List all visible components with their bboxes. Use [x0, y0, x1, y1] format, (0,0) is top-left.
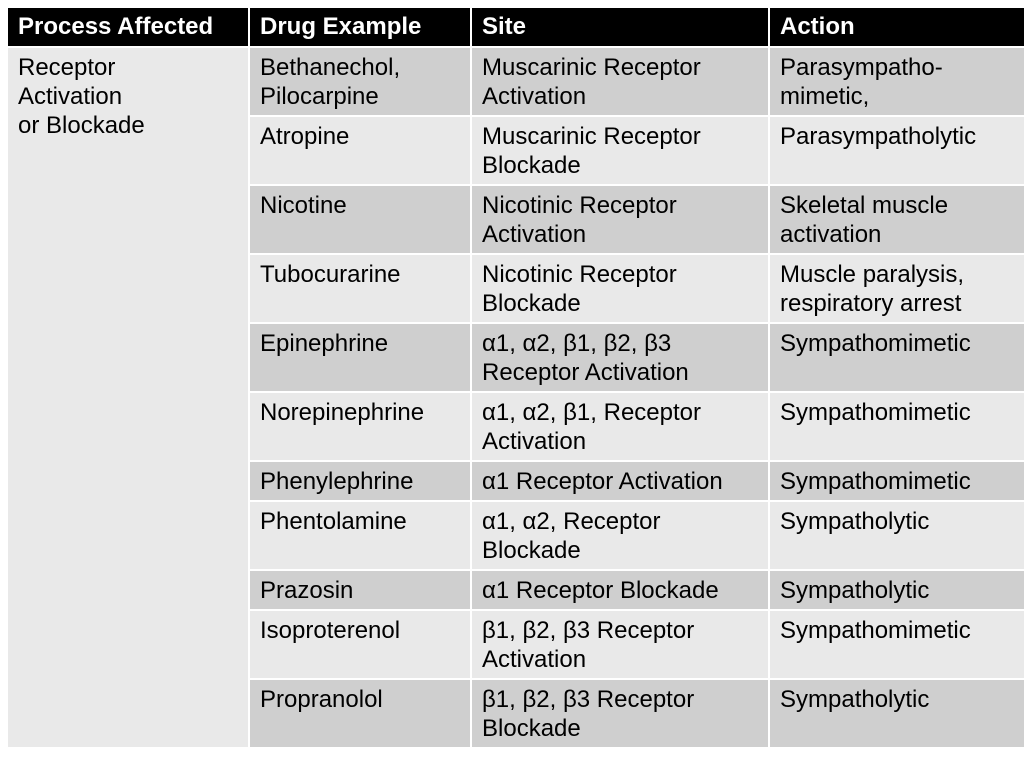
action-cell	[769, 610, 1024, 679]
site-cell	[471, 392, 769, 461]
site-cell	[471, 679, 769, 748]
site-cell	[471, 254, 769, 323]
action-text: Sympathomimetic	[780, 617, 971, 644]
header-row	[8, 8, 1024, 47]
drug-name: Propranolol	[260, 686, 383, 713]
site-cell	[471, 185, 769, 254]
site-text: α1 Receptor Activation	[482, 468, 723, 495]
drug-name: Phenylephrine	[260, 468, 414, 495]
action-cell	[769, 392, 1024, 461]
site-text: α1 Receptor Blockade	[482, 577, 719, 604]
action-text: Sympatholytic	[780, 577, 930, 604]
drug-receptor-table	[8, 8, 1024, 749]
site-text: Muscarinic Receptor Blockade	[482, 123, 701, 179]
process-affected-cell: Receptor Activation or Blockade	[8, 47, 249, 748]
action-cell	[769, 47, 1024, 116]
drug-name: Tubocurarine	[260, 261, 401, 288]
site-text: Nicotinic Receptor Activation	[482, 192, 677, 248]
site-text: α1, α2, β1, β2, β3 Receptor Activation	[482, 330, 689, 386]
site-cell	[471, 461, 769, 501]
drug-cell	[249, 185, 471, 254]
site-cell	[471, 47, 769, 116]
drug-cell	[249, 501, 471, 570]
site-text: α1, α2, β1, Receptor Activation	[482, 399, 701, 455]
drug-name: Nicotine	[260, 192, 347, 219]
table-header	[8, 8, 1024, 47]
action-text: Muscle paralysis, respiratory arrest	[780, 261, 965, 317]
header-drug-example: Drug Example	[249, 8, 471, 47]
action-text: Sympatholytic	[780, 508, 930, 535]
drug-cell	[249, 679, 471, 748]
drug-name: Norepinephrine	[260, 399, 425, 426]
header-site: Site	[471, 8, 769, 47]
action-text: Sympatholytic	[780, 686, 930, 713]
drug-name: Bethanechol, Pilocarpine	[260, 54, 401, 110]
site-cell	[471, 610, 769, 679]
drug-name: Prazosin	[260, 577, 354, 604]
action-cell	[769, 254, 1024, 323]
action-cell	[769, 570, 1024, 610]
drug-cell	[249, 610, 471, 679]
action-text: Parasympatho-mimetic,	[780, 54, 943, 110]
site-text: β1, β2, β3 Receptor Blockade	[482, 686, 695, 742]
drug-cell	[249, 392, 471, 461]
action-cell	[769, 185, 1024, 254]
site-cell	[471, 570, 769, 610]
action-cell	[769, 501, 1024, 570]
site-text: Muscarinic Receptor Activation	[482, 54, 701, 110]
site-cell	[471, 323, 769, 392]
drug-name: Epinephrine	[260, 330, 389, 357]
site-text: β1, β2, β3 Receptor Activation	[482, 617, 695, 673]
drug-cell	[249, 47, 471, 116]
header-process-affected: Process Affected	[8, 8, 249, 47]
site-text: Nicotinic Receptor Blockade	[482, 261, 677, 317]
action-cell	[769, 116, 1024, 185]
site-cell	[471, 116, 769, 185]
action-cell	[769, 679, 1024, 748]
drug-name: Atropine	[260, 123, 350, 150]
header-action: Action	[769, 8, 1024, 47]
action-text: Skeletal muscle activation	[780, 192, 949, 248]
site-text: α1, α2, Receptor Blockade	[482, 508, 661, 564]
table-body	[8, 47, 1024, 748]
drug-name: Isoproterenol	[260, 617, 401, 644]
action-text: Sympathomimetic	[780, 468, 971, 495]
action-text: Sympathomimetic	[780, 330, 971, 357]
drug-name: Phentolamine	[260, 508, 407, 535]
drug-cell	[249, 461, 471, 501]
action-cell	[769, 461, 1024, 501]
drug-cell	[249, 323, 471, 392]
drug-cell	[249, 116, 471, 185]
action-text: Sympathomimetic	[780, 399, 971, 426]
drug-cell	[249, 570, 471, 610]
drug-cell	[249, 254, 471, 323]
action-text: Parasympatholytic	[780, 123, 977, 150]
action-cell	[769, 323, 1024, 392]
site-cell	[471, 501, 769, 570]
table-row	[8, 47, 1024, 116]
